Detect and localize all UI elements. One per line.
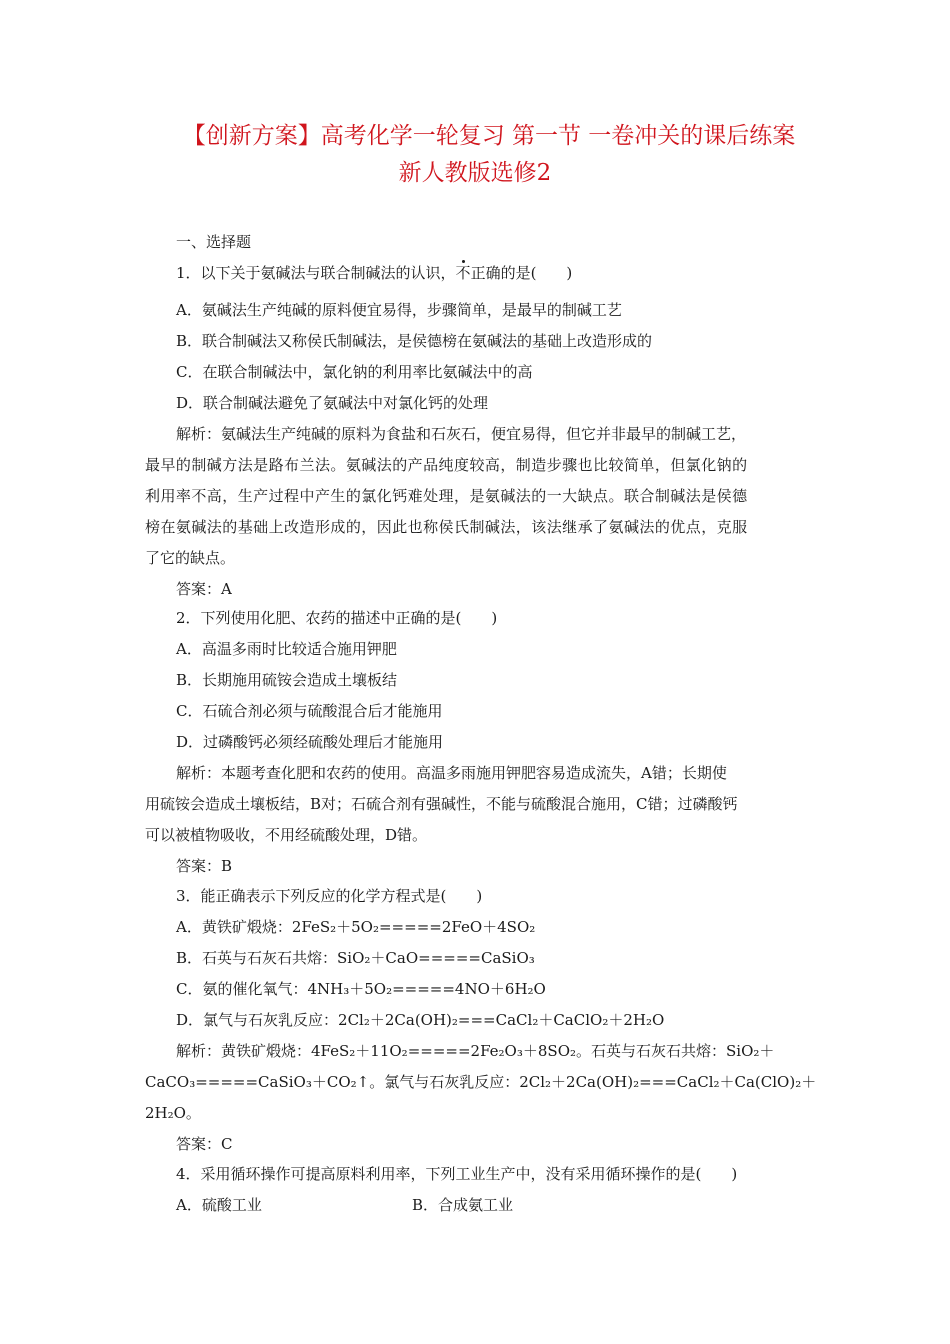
question-1-answer: 答案：A [176,580,232,598]
document-title-line-1: 【创新方案】高考化学一轮复习 第一节 一卷冲关的课后练案 [182,123,796,149]
question-1-option-b: B．联合制碱法又称侯氏制碱法，是侯德榜在氨碱法的基础上改造形成的 [176,332,653,350]
question-3-stem: 3．能正确表示下列反应的化学方程式是( ) [176,887,483,905]
question-1-option-c: C．在联合制碱法中，氯化钠的利用率比氨碱法中的高 [176,363,533,381]
question-3-answer: 答案：C [176,1135,233,1153]
question-1-explanation-line: 了它的缺点。 [145,549,236,567]
question-1-explanation-line: 榜在氨碱法的基础上改造形成的，因此也称侯氏制碱法，该法继承了氨碱法的优点，克服 [145,518,748,536]
question-2-answer: 答案：B [176,857,233,875]
question-2-stem: 2．下列使用化肥、农药的描述中正确的是( ) [176,609,498,627]
question-3-explanation-line: 2H₂O。 [145,1104,201,1122]
question-2-explanation-line: 用硫铵会造成土壤板结，B对；石硫合剂有强碱性，不能与硫酸混合施用，C错；过磷酸钙 [145,795,738,813]
question-1-stem-part-a: 1．以下关于氨碱法与联合制碱法的认识， [176,264,456,282]
emphasis-dot-char: 不 [455,264,471,282]
section-heading: 一、选择题 [176,233,252,251]
question-2-option-c: C．石硫合剂必须与硫酸混合后才能施用 [176,702,443,720]
question-1-explanation-line: 最早的制碱方法是路布兰法。氨碱法的产品纯度较高，制造步骤也比较简单，但氯化钠的 [145,456,748,474]
document-title-line-2: 新人教版选修2 [398,160,552,186]
question-4-stem: 4．采用循环操作可提高原料利用率，下列工业生产中，没有采用循环操作的是( ) [176,1165,738,1183]
question-3-explanation-line: CaCO₃=====CaSiO₃＋CO₂↑。氯气与石灰乳反应：2Cl₂＋2Ca(OH)₂===CaCl₂＋Ca(ClO)₂＋ [145,1073,817,1091]
question-1-option-d: D．联合制碱法避免了氨碱法中对氯化钙的处理 [176,394,489,412]
question-1-explanation-line: 解析：氨碱法生产纯碱的原料为食盐和石灰石，便宜易得，但它并非最早的制碱工艺， [176,425,747,443]
question-2-explanation-line: 解析：本题考查化肥和农药的使用。高温多雨施用钾肥容易造成流失，A错；长期使 [176,764,727,782]
question-1-stem-part-b: 正确的是( ) [470,264,573,282]
question-3-option-d: D．氯气与石灰乳反应：2Cl₂＋2Ca(OH)₂===CaCl₂＋CaClO₂＋2H₂O [176,1011,665,1029]
question-4-option-b: B．合成氨工业 [412,1196,514,1214]
question-2-option-a: A．高温多雨时比较适合施用钾肥 [176,640,397,658]
question-1-explanation-line: 利用率不高，生产过程中产生的氯化钙难处理，是氨碱法的一大缺点。联合制碱法是侯德 [145,487,748,505]
question-3-option-b: B．石英与石灰石共熔：SiO₂＋CaO=====CaSiO₃ [176,949,535,967]
question-1-option-a: A．氨碱法生产纯碱的原料便宜易得，步骤简单，是最早的制碱工艺 [176,301,622,319]
question-3-option-a: A．黄铁矿煅烧：2FeS₂＋5O₂=====2FeO＋4SO₂ [176,918,536,936]
question-4-option-a: A．硫酸工业 [176,1196,262,1214]
question-3-option-c: C．氨的催化氧气：4NH₃＋5O₂=====4NO＋6H₂O [176,980,546,998]
question-1-stem [176,263,572,283]
question-2-explanation-line: 可以被植物吸收，不用经硫酸处理，D错。 [145,826,428,844]
question-2-option-b: B．长期施用硫铵会造成土壤板结 [176,671,398,689]
question-3-explanation-line: 解析：黄铁矿煅烧：4FeS₂＋11O₂=====2Fe₂O₃＋8SO₂。石英与石灰石共熔：SiO₂＋ [176,1042,775,1060]
question-2-option-d: D．过磷酸钙必须经硫酸处理后才能施用 [176,733,444,751]
